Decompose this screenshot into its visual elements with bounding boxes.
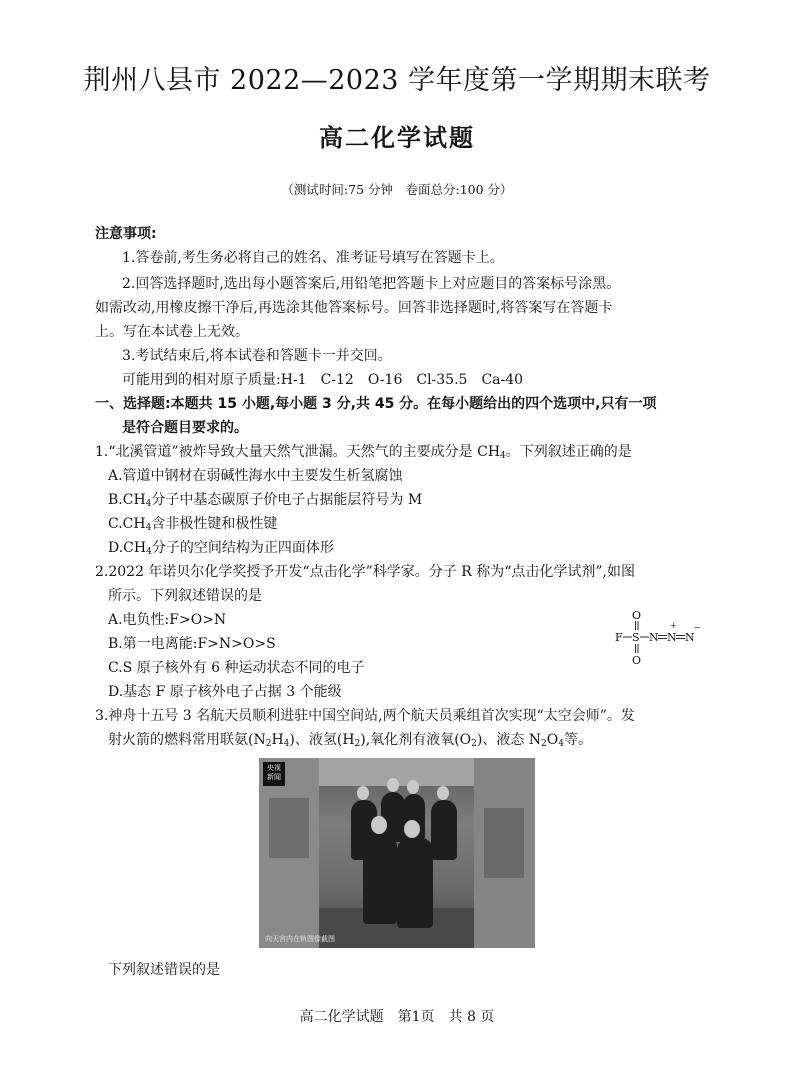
- photo-caption: 向天宫内在轨图像截图: [265, 935, 335, 943]
- question-2-stem-line1: 2.2022 年诺贝尔化学奖授予开发“点击化学”科学家。分子 R 称为“点击化学试剂”,如图: [95, 564, 635, 580]
- exam-subtitle: 高二化学试题: [319, 124, 475, 152]
- question-3-stem-line2: 射火箭的燃料常用联氨$(N_2H_4)$、液氢$(H_2)$,氧化剂有液氧$(O_2)$、液态 $N_2O_4$等。: [108, 732, 592, 749]
- nitrogen-1-label: N: [649, 631, 659, 644]
- note-2-line1: 2.回答选择题时,选出每小题答案后,用铅笔把答题卡上对应题目的答案标号涂黑。: [122, 276, 621, 292]
- section-1-heading: 一、选择题:本题共 15 小题,每小题 3 分,共 45 分。在每小题给出的四个选项中,只有一项: [95, 396, 657, 412]
- plus-charge-label: +: [670, 621, 677, 630]
- space-station-photo: [259, 758, 535, 948]
- atomic-masses: 可能用到的相对原子质量:H-1 C-12 O-16 Cl-35.5 Ca-40: [122, 372, 524, 388]
- question-3-after-photo: 下列叙述错误的是: [108, 962, 220, 978]
- question-2-stem-line2: 所示。下列叙述错误的是: [108, 588, 262, 604]
- page-footer: 高二化学试题 第1页 共 8 页: [299, 1009, 495, 1025]
- question-1-option-b: $B.CH_4$分子中基态碳原子价电子占据能层符号为 M: [108, 492, 423, 509]
- oxygen-top-label: O: [632, 609, 642, 622]
- nitrogen-3-label: N: [685, 631, 695, 644]
- notes-heading: 注意事项:: [95, 226, 157, 242]
- question-2-option-d: D.基态 F 原子核外电子占据 3 个能级: [108, 684, 342, 700]
- question-1-option-d: $D.CH_4$分子的空间结构为正四面体形: [108, 540, 334, 557]
- exam-title: 荆州八县市 2022—2023 学年度第一学期期末联考: [83, 65, 711, 96]
- note-2-line3: 上。写在本试卷上无效。: [95, 324, 249, 340]
- question-1-stem: 1.“北溪管道”被炸导致大量天然气泄漏。天然气的主要成分是 $CH_4$。下列叙述正确的是: [95, 444, 632, 461]
- fluorine-label: F: [615, 631, 623, 644]
- question-2-option-b: B.第一电离能:F>N>O>S: [108, 636, 276, 652]
- cctv-news-logo: 央视 新闻: [263, 762, 285, 786]
- exam-time-info: （测试时间:75 分钟 卷面总分:100 分）: [281, 182, 513, 197]
- note-2-line2: 如需改动,用橡皮擦干净后,再选涂其他答案标号。回答非选择题时,将答案写在答题卡: [95, 300, 613, 316]
- question-2-option-a: A.电负性:F>O>N: [108, 612, 227, 628]
- oxygen-bottom-label: O: [632, 654, 642, 667]
- question-2-option-c: C.S 原子核外有 6 种运动状态不同的电子: [108, 660, 365, 676]
- sulfur-label: S: [632, 631, 640, 644]
- note-3: 3.考试结束后,将本试卷和答题卡一并交回。: [122, 348, 392, 364]
- nitrogen-2-label: N: [667, 631, 677, 644]
- question-1-option-a: A.管道中钢材在弱碱性海水中主要发生析氢腐蚀: [108, 468, 403, 484]
- section-1-heading-cont: 是符合题目要求的。: [122, 420, 248, 436]
- question-1-option-c: $C.CH_4$含非极性键和极性键: [108, 516, 278, 533]
- note-1: 1.答卷前,考生务必将自己的姓名、准考证号填写在答题卡上。: [122, 250, 504, 266]
- minus-charge-label: −: [694, 623, 701, 632]
- molecule-r-structure: [612, 608, 722, 668]
- question-3-stem-line1: 3.神舟十五号 3 名航天员顺利进驻中国空间站,两个航天员乘组首次实现“太空会师”。发: [95, 708, 635, 724]
